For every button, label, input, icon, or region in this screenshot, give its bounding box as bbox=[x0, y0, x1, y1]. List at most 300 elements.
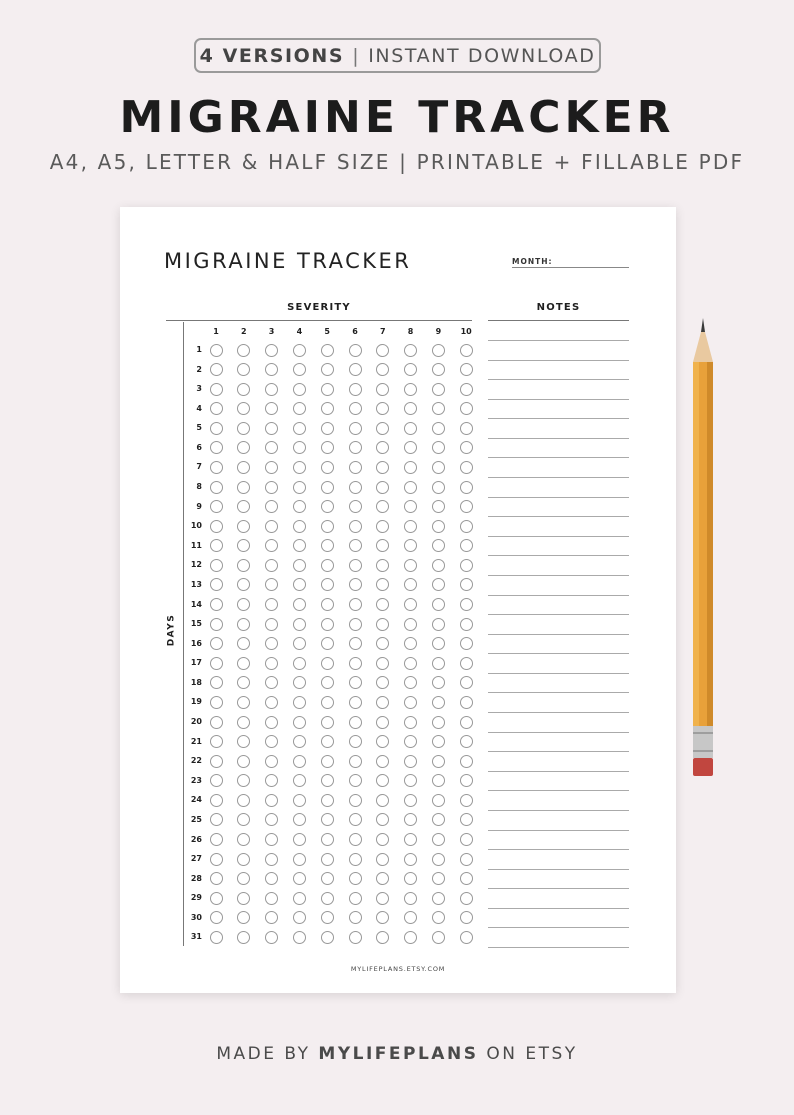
severity-checkbox[interactable] bbox=[265, 383, 278, 396]
severity-checkbox[interactable] bbox=[460, 696, 473, 709]
severity-checkbox[interactable] bbox=[210, 461, 223, 474]
severity-checkbox[interactable] bbox=[432, 422, 445, 435]
severity-checkbox[interactable] bbox=[321, 637, 334, 650]
severity-checkbox[interactable] bbox=[460, 794, 473, 807]
severity-checkbox[interactable] bbox=[237, 676, 250, 689]
severity-checkbox[interactable] bbox=[432, 931, 445, 944]
severity-checkbox[interactable] bbox=[265, 892, 278, 905]
severity-checkbox[interactable] bbox=[432, 344, 445, 357]
severity-checkbox[interactable] bbox=[265, 344, 278, 357]
severity-checkbox[interactable] bbox=[460, 637, 473, 650]
severity-checkbox[interactable] bbox=[349, 637, 362, 650]
severity-checkbox[interactable] bbox=[237, 657, 250, 670]
severity-checkbox[interactable] bbox=[265, 676, 278, 689]
severity-checkbox[interactable] bbox=[321, 853, 334, 866]
severity-checkbox[interactable] bbox=[432, 402, 445, 415]
severity-checkbox[interactable] bbox=[210, 676, 223, 689]
severity-checkbox[interactable] bbox=[460, 383, 473, 396]
severity-checkbox[interactable] bbox=[265, 559, 278, 572]
severity-checkbox[interactable] bbox=[432, 696, 445, 709]
severity-checkbox[interactable] bbox=[293, 559, 306, 572]
notes-line[interactable] bbox=[488, 790, 629, 791]
severity-checkbox[interactable] bbox=[293, 344, 306, 357]
severity-checkbox[interactable] bbox=[404, 441, 417, 454]
severity-checkbox[interactable] bbox=[349, 363, 362, 376]
severity-checkbox[interactable] bbox=[404, 755, 417, 768]
severity-checkbox[interactable] bbox=[210, 500, 223, 513]
severity-checkbox[interactable] bbox=[349, 774, 362, 787]
severity-checkbox[interactable] bbox=[265, 794, 278, 807]
severity-checkbox[interactable] bbox=[376, 500, 389, 513]
severity-checkbox[interactable] bbox=[404, 363, 417, 376]
severity-checkbox[interactable] bbox=[376, 872, 389, 885]
severity-checkbox[interactable] bbox=[293, 755, 306, 768]
severity-checkbox[interactable] bbox=[432, 520, 445, 533]
severity-checkbox[interactable] bbox=[432, 813, 445, 826]
severity-checkbox[interactable] bbox=[349, 931, 362, 944]
severity-checkbox[interactable] bbox=[265, 735, 278, 748]
severity-checkbox[interactable] bbox=[404, 500, 417, 513]
severity-checkbox[interactable] bbox=[293, 676, 306, 689]
severity-checkbox[interactable] bbox=[321, 794, 334, 807]
severity-checkbox[interactable] bbox=[321, 383, 334, 396]
severity-checkbox[interactable] bbox=[321, 618, 334, 631]
severity-checkbox[interactable] bbox=[349, 422, 362, 435]
severity-checkbox[interactable] bbox=[265, 833, 278, 846]
notes-line[interactable] bbox=[488, 869, 629, 870]
severity-checkbox[interactable] bbox=[293, 931, 306, 944]
severity-checkbox[interactable] bbox=[404, 716, 417, 729]
severity-checkbox[interactable] bbox=[432, 657, 445, 670]
severity-checkbox[interactable] bbox=[376, 578, 389, 591]
severity-checkbox[interactable] bbox=[349, 559, 362, 572]
severity-checkbox[interactable] bbox=[237, 422, 250, 435]
severity-checkbox[interactable] bbox=[237, 500, 250, 513]
severity-checkbox[interactable] bbox=[432, 539, 445, 552]
severity-checkbox[interactable] bbox=[265, 578, 278, 591]
severity-checkbox[interactable] bbox=[349, 539, 362, 552]
severity-checkbox[interactable] bbox=[265, 696, 278, 709]
notes-line[interactable] bbox=[488, 634, 629, 635]
severity-checkbox[interactable] bbox=[376, 735, 389, 748]
severity-checkbox[interactable] bbox=[404, 598, 417, 611]
severity-checkbox[interactable] bbox=[432, 383, 445, 396]
severity-checkbox[interactable] bbox=[460, 481, 473, 494]
severity-checkbox[interactable] bbox=[237, 461, 250, 474]
severity-checkbox[interactable] bbox=[404, 344, 417, 357]
notes-line[interactable] bbox=[488, 947, 629, 948]
severity-checkbox[interactable] bbox=[237, 853, 250, 866]
severity-checkbox[interactable] bbox=[349, 618, 362, 631]
notes-line[interactable] bbox=[488, 673, 629, 674]
severity-checkbox[interactable] bbox=[293, 383, 306, 396]
severity-checkbox[interactable] bbox=[265, 813, 278, 826]
severity-checkbox[interactable] bbox=[210, 618, 223, 631]
severity-checkbox[interactable] bbox=[293, 794, 306, 807]
severity-checkbox[interactable] bbox=[210, 363, 223, 376]
severity-checkbox[interactable] bbox=[293, 481, 306, 494]
severity-checkbox[interactable] bbox=[293, 578, 306, 591]
severity-checkbox[interactable] bbox=[376, 559, 389, 572]
severity-checkbox[interactable] bbox=[349, 794, 362, 807]
severity-checkbox[interactable] bbox=[265, 363, 278, 376]
severity-checkbox[interactable] bbox=[210, 735, 223, 748]
severity-checkbox[interactable] bbox=[321, 559, 334, 572]
severity-checkbox[interactable] bbox=[293, 618, 306, 631]
severity-checkbox[interactable] bbox=[432, 911, 445, 924]
severity-checkbox[interactable] bbox=[237, 402, 250, 415]
severity-checkbox[interactable] bbox=[376, 598, 389, 611]
severity-checkbox[interactable] bbox=[432, 441, 445, 454]
notes-line[interactable] bbox=[488, 692, 629, 693]
severity-checkbox[interactable] bbox=[321, 872, 334, 885]
severity-checkbox[interactable] bbox=[432, 500, 445, 513]
severity-checkbox[interactable] bbox=[237, 441, 250, 454]
severity-checkbox[interactable] bbox=[321, 774, 334, 787]
severity-checkbox[interactable] bbox=[265, 716, 278, 729]
severity-checkbox[interactable] bbox=[210, 657, 223, 670]
severity-checkbox[interactable] bbox=[321, 696, 334, 709]
severity-checkbox[interactable] bbox=[404, 735, 417, 748]
severity-checkbox[interactable] bbox=[265, 774, 278, 787]
severity-checkbox[interactable] bbox=[432, 598, 445, 611]
severity-checkbox[interactable] bbox=[321, 344, 334, 357]
severity-checkbox[interactable] bbox=[460, 539, 473, 552]
severity-checkbox[interactable] bbox=[349, 892, 362, 905]
severity-checkbox[interactable] bbox=[237, 911, 250, 924]
severity-checkbox[interactable] bbox=[376, 344, 389, 357]
severity-checkbox[interactable] bbox=[460, 402, 473, 415]
severity-checkbox[interactable] bbox=[349, 481, 362, 494]
severity-checkbox[interactable] bbox=[376, 755, 389, 768]
severity-checkbox[interactable] bbox=[460, 461, 473, 474]
severity-checkbox[interactable] bbox=[293, 520, 306, 533]
severity-checkbox[interactable] bbox=[376, 676, 389, 689]
severity-checkbox[interactable] bbox=[460, 618, 473, 631]
notes-line[interactable] bbox=[488, 888, 629, 889]
notes-line[interactable] bbox=[488, 438, 629, 439]
severity-checkbox[interactable] bbox=[265, 637, 278, 650]
severity-checkbox[interactable] bbox=[460, 892, 473, 905]
severity-checkbox[interactable] bbox=[460, 657, 473, 670]
severity-checkbox[interactable] bbox=[404, 657, 417, 670]
severity-checkbox[interactable] bbox=[404, 637, 417, 650]
severity-checkbox[interactable] bbox=[321, 833, 334, 846]
severity-checkbox[interactable] bbox=[460, 520, 473, 533]
severity-checkbox[interactable] bbox=[210, 344, 223, 357]
severity-checkbox[interactable] bbox=[265, 500, 278, 513]
severity-checkbox[interactable] bbox=[460, 441, 473, 454]
severity-checkbox[interactable] bbox=[376, 637, 389, 650]
notes-line[interactable] bbox=[488, 536, 629, 537]
severity-checkbox[interactable] bbox=[321, 539, 334, 552]
severity-checkbox[interactable] bbox=[265, 422, 278, 435]
severity-checkbox[interactable] bbox=[210, 481, 223, 494]
severity-checkbox[interactable] bbox=[210, 853, 223, 866]
severity-checkbox[interactable] bbox=[265, 755, 278, 768]
severity-checkbox[interactable] bbox=[321, 500, 334, 513]
severity-checkbox[interactable] bbox=[404, 911, 417, 924]
notes-line[interactable] bbox=[488, 575, 629, 576]
severity-checkbox[interactable] bbox=[376, 618, 389, 631]
severity-checkbox[interactable] bbox=[237, 539, 250, 552]
severity-checkbox[interactable] bbox=[265, 657, 278, 670]
severity-checkbox[interactable] bbox=[265, 481, 278, 494]
severity-checkbox[interactable] bbox=[265, 911, 278, 924]
severity-checkbox[interactable] bbox=[210, 696, 223, 709]
notes-line[interactable] bbox=[488, 927, 629, 928]
notes-line[interactable] bbox=[488, 399, 629, 400]
severity-checkbox[interactable] bbox=[210, 794, 223, 807]
severity-checkbox[interactable] bbox=[404, 402, 417, 415]
notes-line[interactable] bbox=[488, 418, 629, 419]
severity-checkbox[interactable] bbox=[404, 383, 417, 396]
notes-line[interactable] bbox=[488, 379, 629, 380]
severity-checkbox[interactable] bbox=[432, 892, 445, 905]
severity-checkbox[interactable] bbox=[404, 520, 417, 533]
severity-checkbox[interactable] bbox=[293, 774, 306, 787]
severity-checkbox[interactable] bbox=[376, 363, 389, 376]
severity-checkbox[interactable] bbox=[460, 676, 473, 689]
severity-checkbox[interactable] bbox=[460, 833, 473, 846]
severity-checkbox[interactable] bbox=[210, 892, 223, 905]
severity-checkbox[interactable] bbox=[293, 892, 306, 905]
severity-checkbox[interactable] bbox=[265, 520, 278, 533]
severity-checkbox[interactable] bbox=[460, 344, 473, 357]
notes-line[interactable] bbox=[488, 595, 629, 596]
severity-checkbox[interactable] bbox=[237, 833, 250, 846]
severity-checkbox[interactable] bbox=[237, 344, 250, 357]
severity-checkbox[interactable] bbox=[432, 853, 445, 866]
severity-checkbox[interactable] bbox=[293, 637, 306, 650]
severity-checkbox[interactable] bbox=[376, 441, 389, 454]
severity-checkbox[interactable] bbox=[460, 578, 473, 591]
severity-checkbox[interactable] bbox=[265, 931, 278, 944]
severity-checkbox[interactable] bbox=[293, 363, 306, 376]
severity-checkbox[interactable] bbox=[293, 402, 306, 415]
severity-checkbox[interactable] bbox=[460, 716, 473, 729]
severity-checkbox[interactable] bbox=[349, 813, 362, 826]
severity-checkbox[interactable] bbox=[237, 363, 250, 376]
notes-line[interactable] bbox=[488, 477, 629, 478]
severity-checkbox[interactable] bbox=[293, 716, 306, 729]
severity-checkbox[interactable] bbox=[237, 716, 250, 729]
severity-checkbox[interactable] bbox=[293, 657, 306, 670]
severity-checkbox[interactable] bbox=[293, 441, 306, 454]
severity-checkbox[interactable] bbox=[349, 853, 362, 866]
severity-checkbox[interactable] bbox=[321, 676, 334, 689]
severity-checkbox[interactable] bbox=[210, 833, 223, 846]
severity-checkbox[interactable] bbox=[349, 657, 362, 670]
notes-line[interactable] bbox=[488, 810, 629, 811]
severity-checkbox[interactable] bbox=[432, 872, 445, 885]
severity-checkbox[interactable] bbox=[432, 833, 445, 846]
severity-checkbox[interactable] bbox=[376, 794, 389, 807]
notes-line[interactable] bbox=[488, 830, 629, 831]
severity-checkbox[interactable] bbox=[237, 892, 250, 905]
severity-checkbox[interactable] bbox=[376, 911, 389, 924]
severity-checkbox[interactable] bbox=[293, 853, 306, 866]
severity-checkbox[interactable] bbox=[210, 716, 223, 729]
severity-checkbox[interactable] bbox=[432, 774, 445, 787]
severity-checkbox[interactable] bbox=[237, 383, 250, 396]
severity-checkbox[interactable] bbox=[321, 813, 334, 826]
severity-checkbox[interactable] bbox=[376, 833, 389, 846]
notes-line[interactable] bbox=[488, 614, 629, 615]
severity-checkbox[interactable] bbox=[321, 441, 334, 454]
severity-checkbox[interactable] bbox=[432, 755, 445, 768]
severity-checkbox[interactable] bbox=[460, 853, 473, 866]
severity-checkbox[interactable] bbox=[460, 813, 473, 826]
severity-checkbox[interactable] bbox=[404, 833, 417, 846]
severity-checkbox[interactable] bbox=[293, 598, 306, 611]
severity-checkbox[interactable] bbox=[349, 344, 362, 357]
severity-checkbox[interactable] bbox=[321, 578, 334, 591]
severity-checkbox[interactable] bbox=[376, 422, 389, 435]
severity-checkbox[interactable] bbox=[460, 559, 473, 572]
severity-checkbox[interactable] bbox=[321, 892, 334, 905]
severity-checkbox[interactable] bbox=[293, 833, 306, 846]
severity-checkbox[interactable] bbox=[237, 598, 250, 611]
severity-checkbox[interactable] bbox=[432, 637, 445, 650]
severity-checkbox[interactable] bbox=[376, 657, 389, 670]
severity-checkbox[interactable] bbox=[376, 853, 389, 866]
notes-line[interactable] bbox=[488, 497, 629, 498]
severity-checkbox[interactable] bbox=[321, 402, 334, 415]
severity-checkbox[interactable] bbox=[404, 676, 417, 689]
severity-checkbox[interactable] bbox=[349, 696, 362, 709]
notes-line[interactable] bbox=[488, 340, 629, 341]
severity-checkbox[interactable] bbox=[237, 794, 250, 807]
severity-checkbox[interactable] bbox=[432, 716, 445, 729]
severity-checkbox[interactable] bbox=[349, 735, 362, 748]
severity-checkbox[interactable] bbox=[376, 402, 389, 415]
severity-checkbox[interactable] bbox=[237, 872, 250, 885]
notes-line[interactable] bbox=[488, 360, 629, 361]
notes-line[interactable] bbox=[488, 732, 629, 733]
severity-checkbox[interactable] bbox=[210, 637, 223, 650]
severity-checkbox[interactable] bbox=[293, 461, 306, 474]
severity-checkbox[interactable] bbox=[404, 813, 417, 826]
severity-checkbox[interactable] bbox=[321, 931, 334, 944]
severity-checkbox[interactable] bbox=[349, 461, 362, 474]
severity-checkbox[interactable] bbox=[237, 813, 250, 826]
notes-line[interactable] bbox=[488, 516, 629, 517]
severity-checkbox[interactable] bbox=[432, 461, 445, 474]
severity-checkbox[interactable] bbox=[210, 598, 223, 611]
notes-line[interactable] bbox=[488, 712, 629, 713]
severity-checkbox[interactable] bbox=[404, 892, 417, 905]
severity-checkbox[interactable] bbox=[460, 363, 473, 376]
notes-line[interactable] bbox=[488, 908, 629, 909]
severity-checkbox[interactable] bbox=[376, 813, 389, 826]
month-input-line[interactable] bbox=[512, 267, 629, 268]
severity-checkbox[interactable] bbox=[210, 520, 223, 533]
severity-checkbox[interactable] bbox=[265, 598, 278, 611]
severity-checkbox[interactable] bbox=[210, 578, 223, 591]
severity-checkbox[interactable] bbox=[293, 696, 306, 709]
severity-checkbox[interactable] bbox=[404, 618, 417, 631]
severity-checkbox[interactable] bbox=[432, 578, 445, 591]
severity-checkbox[interactable] bbox=[210, 872, 223, 885]
severity-checkbox[interactable] bbox=[321, 598, 334, 611]
severity-checkbox[interactable] bbox=[349, 383, 362, 396]
severity-checkbox[interactable] bbox=[321, 755, 334, 768]
severity-checkbox[interactable] bbox=[237, 520, 250, 533]
severity-checkbox[interactable] bbox=[404, 559, 417, 572]
severity-checkbox[interactable] bbox=[237, 578, 250, 591]
severity-checkbox[interactable] bbox=[404, 853, 417, 866]
notes-line[interactable] bbox=[488, 771, 629, 772]
severity-checkbox[interactable] bbox=[210, 441, 223, 454]
severity-checkbox[interactable] bbox=[404, 794, 417, 807]
severity-checkbox[interactable] bbox=[404, 578, 417, 591]
severity-checkbox[interactable] bbox=[265, 461, 278, 474]
severity-checkbox[interactable] bbox=[349, 755, 362, 768]
severity-checkbox[interactable] bbox=[404, 422, 417, 435]
severity-checkbox[interactable] bbox=[432, 559, 445, 572]
severity-checkbox[interactable] bbox=[210, 911, 223, 924]
severity-checkbox[interactable] bbox=[460, 755, 473, 768]
severity-checkbox[interactable] bbox=[210, 813, 223, 826]
severity-checkbox[interactable] bbox=[210, 755, 223, 768]
severity-checkbox[interactable] bbox=[404, 696, 417, 709]
severity-checkbox[interactable] bbox=[460, 931, 473, 944]
notes-line[interactable] bbox=[488, 751, 629, 752]
severity-checkbox[interactable] bbox=[460, 422, 473, 435]
severity-checkbox[interactable] bbox=[321, 422, 334, 435]
severity-checkbox[interactable] bbox=[265, 539, 278, 552]
severity-checkbox[interactable] bbox=[293, 500, 306, 513]
severity-checkbox[interactable] bbox=[293, 735, 306, 748]
severity-checkbox[interactable] bbox=[404, 774, 417, 787]
severity-checkbox[interactable] bbox=[265, 853, 278, 866]
severity-checkbox[interactable] bbox=[432, 676, 445, 689]
severity-checkbox[interactable] bbox=[349, 520, 362, 533]
severity-checkbox[interactable] bbox=[404, 872, 417, 885]
severity-checkbox[interactable] bbox=[321, 520, 334, 533]
severity-checkbox[interactable] bbox=[460, 500, 473, 513]
severity-checkbox[interactable] bbox=[321, 481, 334, 494]
severity-checkbox[interactable] bbox=[237, 774, 250, 787]
severity-checkbox[interactable] bbox=[349, 911, 362, 924]
severity-checkbox[interactable] bbox=[321, 735, 334, 748]
severity-checkbox[interactable] bbox=[349, 872, 362, 885]
severity-checkbox[interactable] bbox=[432, 363, 445, 376]
severity-checkbox[interactable] bbox=[321, 716, 334, 729]
severity-checkbox[interactable] bbox=[210, 774, 223, 787]
severity-checkbox[interactable] bbox=[404, 539, 417, 552]
severity-checkbox[interactable] bbox=[210, 402, 223, 415]
severity-checkbox[interactable] bbox=[349, 500, 362, 513]
severity-checkbox[interactable] bbox=[349, 441, 362, 454]
severity-checkbox[interactable] bbox=[404, 481, 417, 494]
severity-checkbox[interactable] bbox=[210, 539, 223, 552]
severity-checkbox[interactable] bbox=[460, 735, 473, 748]
severity-checkbox[interactable] bbox=[210, 383, 223, 396]
severity-checkbox[interactable] bbox=[376, 481, 389, 494]
severity-checkbox[interactable] bbox=[265, 402, 278, 415]
severity-checkbox[interactable] bbox=[460, 872, 473, 885]
severity-checkbox[interactable] bbox=[321, 363, 334, 376]
severity-checkbox[interactable] bbox=[376, 931, 389, 944]
severity-checkbox[interactable] bbox=[265, 618, 278, 631]
notes-line[interactable] bbox=[488, 849, 629, 850]
severity-checkbox[interactable] bbox=[376, 383, 389, 396]
severity-checkbox[interactable] bbox=[210, 422, 223, 435]
severity-checkbox[interactable] bbox=[237, 755, 250, 768]
severity-checkbox[interactable] bbox=[460, 598, 473, 611]
